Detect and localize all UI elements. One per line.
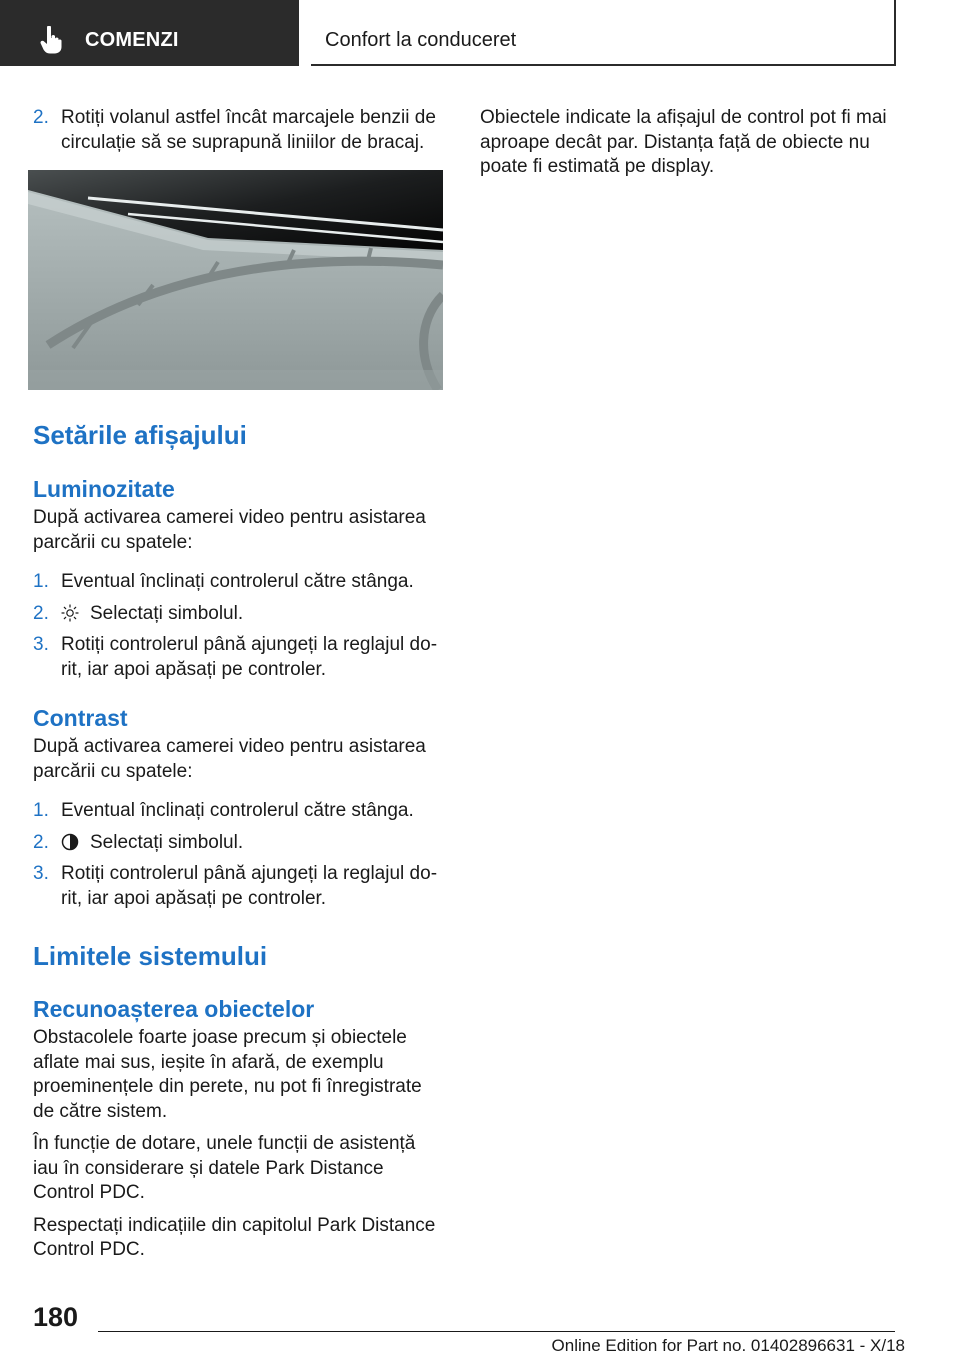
step-text: Eventual înclinați controlerul către stânga. <box>61 571 414 592</box>
contrast-icon <box>61 833 79 851</box>
section-header <box>311 0 896 66</box>
step-text: Rotiți controlerul până ajungeți la reglajul dorit, iar apoi apăsați pe controler. <box>61 863 438 909</box>
chapter-tab[interactable] <box>0 0 299 66</box>
right-column <box>480 106 900 180</box>
hand-pointer-icon <box>40 26 62 54</box>
step-number: 1. <box>33 571 49 592</box>
step-number: 2. <box>33 602 49 624</box>
sun-brightness-icon <box>61 604 79 622</box>
step-number: 2. <box>33 107 49 128</box>
step-number: 3. <box>33 634 49 655</box>
brightness-heading: Luminozitate <box>33 476 175 502</box>
rearview-camera-image <box>28 170 443 390</box>
object-recognition-para-1: Obstacolele foarte joase precum și obiectele aflate mai sus, ieșite în afară, de exemplu proeminențele din perete, nu pot fi înregistrate de către sistem. <box>33 1027 422 1122</box>
contrast-step-1 <box>33 799 445 824</box>
step-text: Rotiți volanul astfel încât marcajele benzii de circulație să se suprapună liniilor de bracaj. <box>61 107 436 153</box>
object-recognition-para-2: În funcție de dotare, unele funcții de asistență iau în considerare și datele Park Distance Control PDC. <box>33 1133 416 1203</box>
step-text: Selectați simbolul. <box>90 602 244 624</box>
chapter-title: COMENZI <box>85 29 179 51</box>
step-text: Rotiți controlerul până ajungeți la reglajul dorit, iar apoi apăsați pe controler. <box>61 634 438 680</box>
step-number: 2. <box>33 831 49 853</box>
object-distance-note: Obiectele indicate la afișajul de control pot fi mai aproape decât par. Distanța față de obiecte nu poate fi estimată pe display. <box>480 107 887 177</box>
steering-step <box>33 106 445 155</box>
step-text: Selectați simbolul. <box>90 831 244 853</box>
contrast-step-3 <box>33 862 445 911</box>
brightness-step-2 <box>33 602 445 627</box>
system-limits-heading: Limitele sistemului <box>33 941 268 971</box>
step-number: 3. <box>33 863 49 884</box>
object-recognition-para-3: Respectați indicațiile din capitolul Park Distance Control PDC. <box>33 1214 436 1260</box>
page-number: 180 <box>33 1302 79 1332</box>
footer-divider <box>98 1331 895 1332</box>
brightness-intro: După activarea camerei video pentru asistarea parcării cu spatele: <box>33 507 426 553</box>
object-recognition-heading: Recunoașterea obiectelor <box>33 996 315 1022</box>
brightness-step-1 <box>33 570 445 595</box>
contrast-heading: Contrast <box>33 705 128 731</box>
section-title: Confort la conduceret <box>325 29 517 51</box>
edition-note: Online Edition for Part no. 01402896631 - X/18 <box>551 1336 905 1355</box>
display-settings-section <box>33 420 445 1263</box>
step-text: Eventual înclinați controlerul către stânga. <box>61 800 414 821</box>
brightness-step-3 <box>33 633 445 682</box>
contrast-intro: După activarea camerei video pentru asistarea parcării cu spatele: <box>33 736 426 782</box>
step-number: 1. <box>33 800 49 821</box>
left-column <box>33 106 445 155</box>
contrast-step-2 <box>33 831 445 856</box>
display-settings-heading: Setările afișajului <box>33 420 247 450</box>
